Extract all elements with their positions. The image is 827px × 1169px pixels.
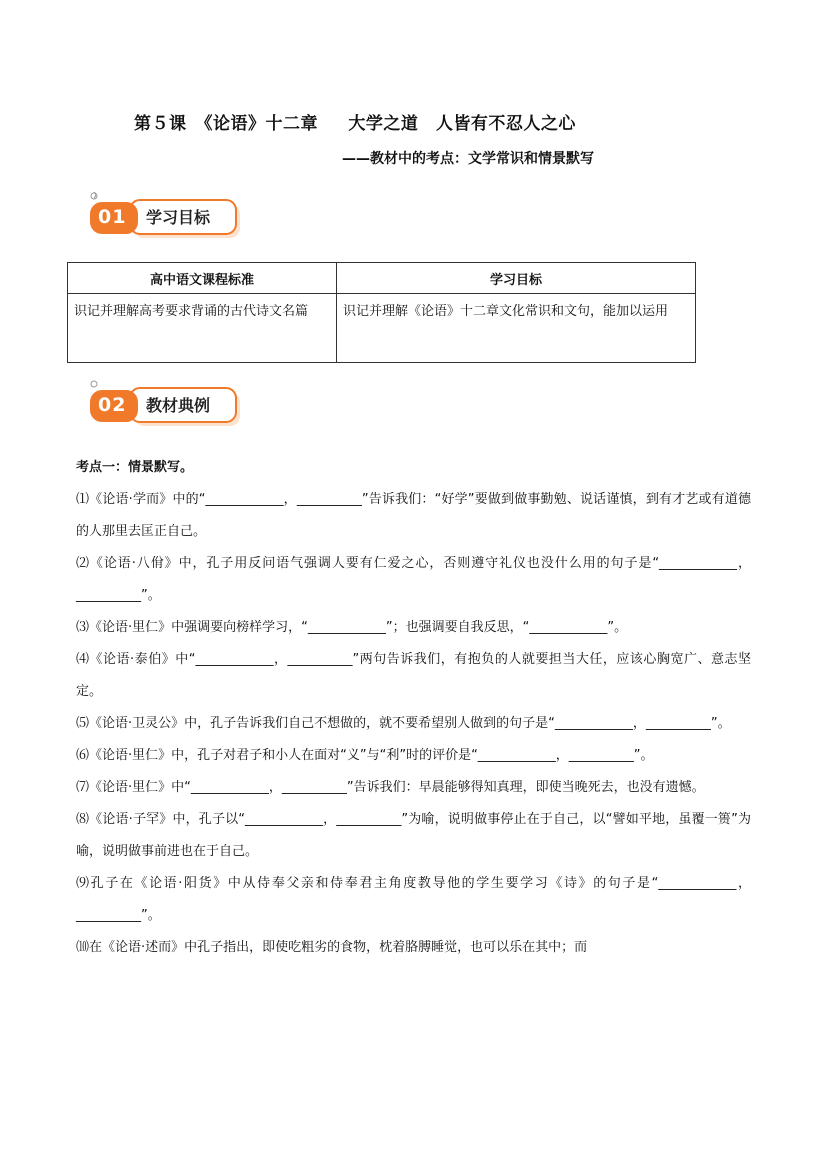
- table-header-standard: 高中语文课程标准: [68, 263, 337, 294]
- exercise-content: [76, 452, 751, 964]
- table-cell-goal: 识记并理解《论语》十二章文化常识和文句，能加以运用: [337, 294, 696, 363]
- exercise-item: ⑴《论语·学而》中的“____________，__________”告诉我们：“好学”要做到做事勤勉、说话谨慎，到有才艺或有道德的人那里去匡正自己。: [76, 492, 751, 539]
- table-header-goal: 学习目标: [337, 263, 696, 294]
- page-subtitle: ——教材中的考点：文学常识和情景默写: [342, 151, 594, 167]
- exercise-item: ⑵《论语·八佾》中，孔子用反问语气强调人要有仁爱之心，否则遵守礼仪也没什么用的句子是“____________，__________”。: [76, 556, 751, 603]
- curriculum-table: [67, 262, 696, 363]
- exercise-item: ⑽在《论语·述而》中孔子指出，即使吃粗劣的食物，枕着胳膊睡觉，也可以乐在其中；而: [76, 940, 588, 955]
- table-row: [68, 294, 696, 363]
- section-badge-textbook-examples: [90, 380, 246, 428]
- exercise-item: ⑼孔子在《论语·阳货》中从侍奉父亲和侍奉君主角度教导他的学生要学习《诗》的句子是“____________，__________”。: [76, 876, 751, 923]
- exercise-item: ⑸《论语·卫灵公》中，孔子告诉我们自己不想做的，就不要希望别人做到的句子是“____________，__________”。: [76, 716, 731, 731]
- section-label: 教材典例: [146, 396, 211, 415]
- exercise-item: ⑺《论语·里仁》中“____________，__________”告诉我们：早晨能够得知真理，即使当晚死去，也没有遗憾。: [76, 780, 705, 795]
- section-label: 学习目标: [146, 208, 211, 227]
- table-cell-standard: 识记并理解高考要求背诵的古代诗文名篇: [68, 294, 337, 363]
- table-header-row: [68, 263, 696, 294]
- section-badge-learning-goals: [90, 192, 246, 240]
- exercise-heading: 考点一：情景默写。: [76, 460, 194, 475]
- exercise-item: ⑶《论语·里仁》中强调要向榜样学习，“____________”；也强调要自我反思，“____________”。: [76, 620, 628, 635]
- section-number: 01: [98, 206, 127, 228]
- exercise-item: ⑻《论语·子罕》中，孔子以“____________，__________”为喻，说明做事停止在于自己，以“譬如平地，虽覆一篑”为喻，说明做事前进也在于自己。: [76, 812, 751, 859]
- page-title: 第５课 《论语》十二章 大学之道 人皆有不忍人之心: [134, 114, 576, 134]
- section-number: 02: [98, 394, 127, 416]
- exercise-item: ⑹《论语·里仁》中，孔子对君子和小人在面对“义”与“利”时的评价是“____________，__________”。: [76, 748, 654, 763]
- exercise-item: ⑷《论语·泰伯》中“____________，__________”两句告诉我们，有抱负的人就要担当大任，应该心胸宽广、意志坚定。: [76, 652, 751, 699]
